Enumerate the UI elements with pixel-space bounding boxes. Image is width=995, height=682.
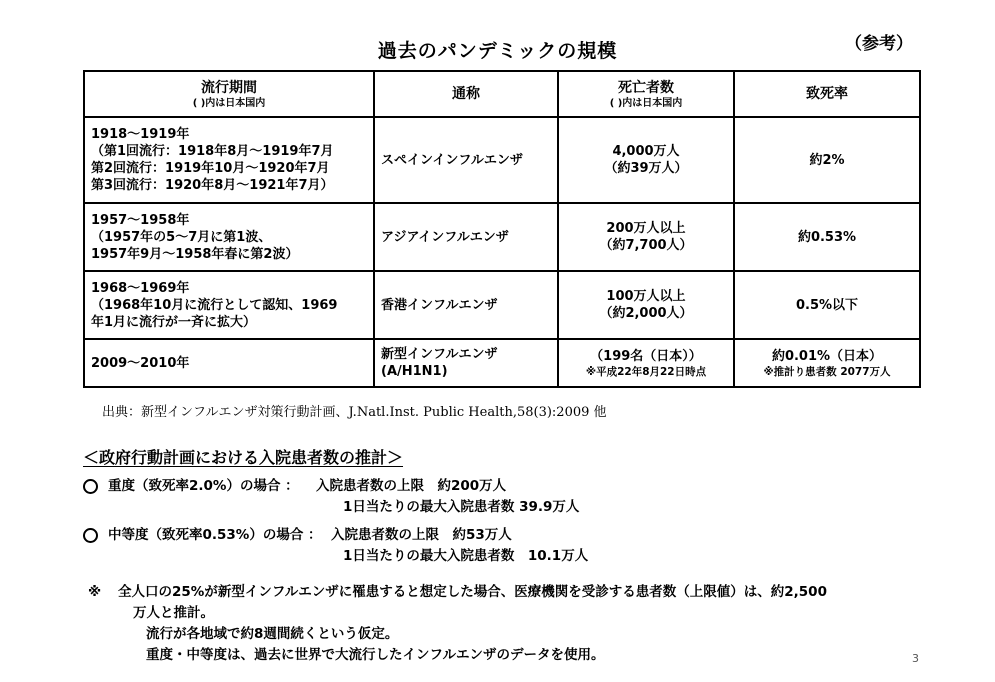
period-line: 1968～1969年: [91, 280, 190, 296]
cell-deaths: [558, 271, 734, 339]
cell-name: アジアインフルエンザ: [374, 203, 558, 271]
table-row: [84, 271, 920, 339]
estimate-line2: 1日当たりの最大入院患者数 10.1万人: [343, 548, 589, 564]
estimate-label: 中等度（致死率0.53%）の場合 ：: [108, 527, 322, 543]
name-line: (A/H1N1): [381, 364, 448, 379]
note-line1: 全人口の25%が新型インフルエンザに罹患すると想定した場合、医療機関を受診する患者数（上限値）は、約2,500: [118, 584, 827, 600]
deaths-line: 4,000万人: [612, 144, 680, 159]
deaths-line: （199名（日本））: [590, 348, 702, 364]
fatality-note: ※推計り患者数 2077万人: [763, 365, 891, 378]
estimate-line1: 入院患者数の上限 約53万人: [331, 527, 512, 543]
period-line: 年1月に流行が一斉に拡大）: [91, 314, 257, 330]
deaths-line: （約7,700人）: [599, 238, 693, 253]
note-line3: 流行が各地域で約8週間続くという仮定。: [146, 626, 399, 642]
cell-deaths: [558, 203, 734, 271]
table-row: [84, 339, 920, 387]
cell-fatality: [734, 339, 920, 387]
header-deaths-sub: ( )内は日本国内: [609, 97, 683, 109]
deaths-line: 200万人以上: [606, 221, 686, 236]
deaths-note: ※平成22年8月22日時点: [585, 365, 707, 378]
footnote: [88, 582, 928, 666]
period-line: 1957年9月～1958年春に第2波）: [91, 246, 299, 262]
period-line: （第1回流行：1918年8月～1919年7月: [91, 144, 334, 159]
period-line: （1968年10月に流行として認知、1969: [91, 297, 338, 313]
section-title: ＜政府行動計画における入院患者数の推計＞: [83, 448, 404, 467]
period-line: （1957年の5～7月に第1波、: [91, 229, 272, 245]
period-line: 1957～1958年: [91, 212, 190, 228]
cell-name: 香港インフルエンザ: [374, 271, 558, 339]
page-title: 過去のパンデミックの規模: [377, 40, 618, 62]
deaths-line: 100万人以上: [606, 289, 686, 304]
page-number: 3: [912, 652, 919, 665]
note-line4: 重度・中等度は、過去に世界で大流行したインフルエンザのデータを使用。: [146, 647, 605, 663]
cell-period: [84, 271, 374, 339]
deaths-line: （約39万人）: [604, 161, 688, 176]
cell-fatality: 約0.53%: [734, 203, 920, 271]
cell-deaths: [558, 117, 734, 203]
cell-deaths: [558, 339, 734, 387]
estimate-label: 重度（致死率2.0%）の場合 ：: [108, 478, 299, 494]
header-period-main: 流行期間: [201, 79, 257, 96]
cell-period: [84, 203, 374, 271]
period-line: 2009～2010年: [91, 355, 190, 371]
note-line2: 万人と推計。: [133, 605, 214, 621]
cell-fatality: 0.5%以下: [734, 271, 920, 339]
period-line: 第3回流行：1920年8月～1921年7月）: [91, 178, 334, 193]
circle-bullet-icon: [83, 479, 98, 494]
reference-label: （参考）: [845, 34, 913, 54]
cell-period: [84, 339, 374, 387]
estimate-line2: 1日当たりの最大入院患者数 39.9万人: [343, 499, 580, 515]
header-period-sub: ( )内は日本国内: [192, 97, 266, 109]
cell-name: スペインインフルエンザ: [374, 117, 558, 203]
header-name: [374, 71, 558, 117]
note-mark: ※: [88, 584, 102, 600]
circle-bullet-icon: [83, 528, 98, 543]
table-row: [84, 117, 920, 203]
header-fatality-label: 致死率: [806, 86, 848, 102]
period-line: 第2回流行：1919年10月～1920年7月: [91, 161, 330, 176]
source-citation: 出典：新型インフルエンザ対策行動計画、J.Natl.Inst. Public Health,58(3):2009 他: [102, 405, 607, 420]
estimate-line1: 入院患者数の上限 約200万人: [316, 478, 507, 494]
pandemic-table: [83, 70, 921, 388]
header-period: [84, 71, 374, 117]
deaths-line: （約2,000人）: [599, 306, 693, 321]
cell-name: [374, 339, 558, 387]
table-row: [84, 203, 920, 271]
name-line: 新型インフルエンザ: [381, 347, 498, 362]
cell-period: [84, 117, 374, 203]
table-header-row: [84, 71, 920, 117]
header-fatality: [734, 71, 920, 117]
header-name-label: 通称: [452, 86, 480, 102]
cell-fatality: 約2%: [734, 117, 920, 203]
period-line: 1918～1919年: [91, 127, 190, 142]
fatality-line: 約0.01%（日本）: [771, 348, 883, 364]
header-deaths-main: 死亡者数: [618, 79, 674, 96]
header-deaths: [558, 71, 734, 117]
